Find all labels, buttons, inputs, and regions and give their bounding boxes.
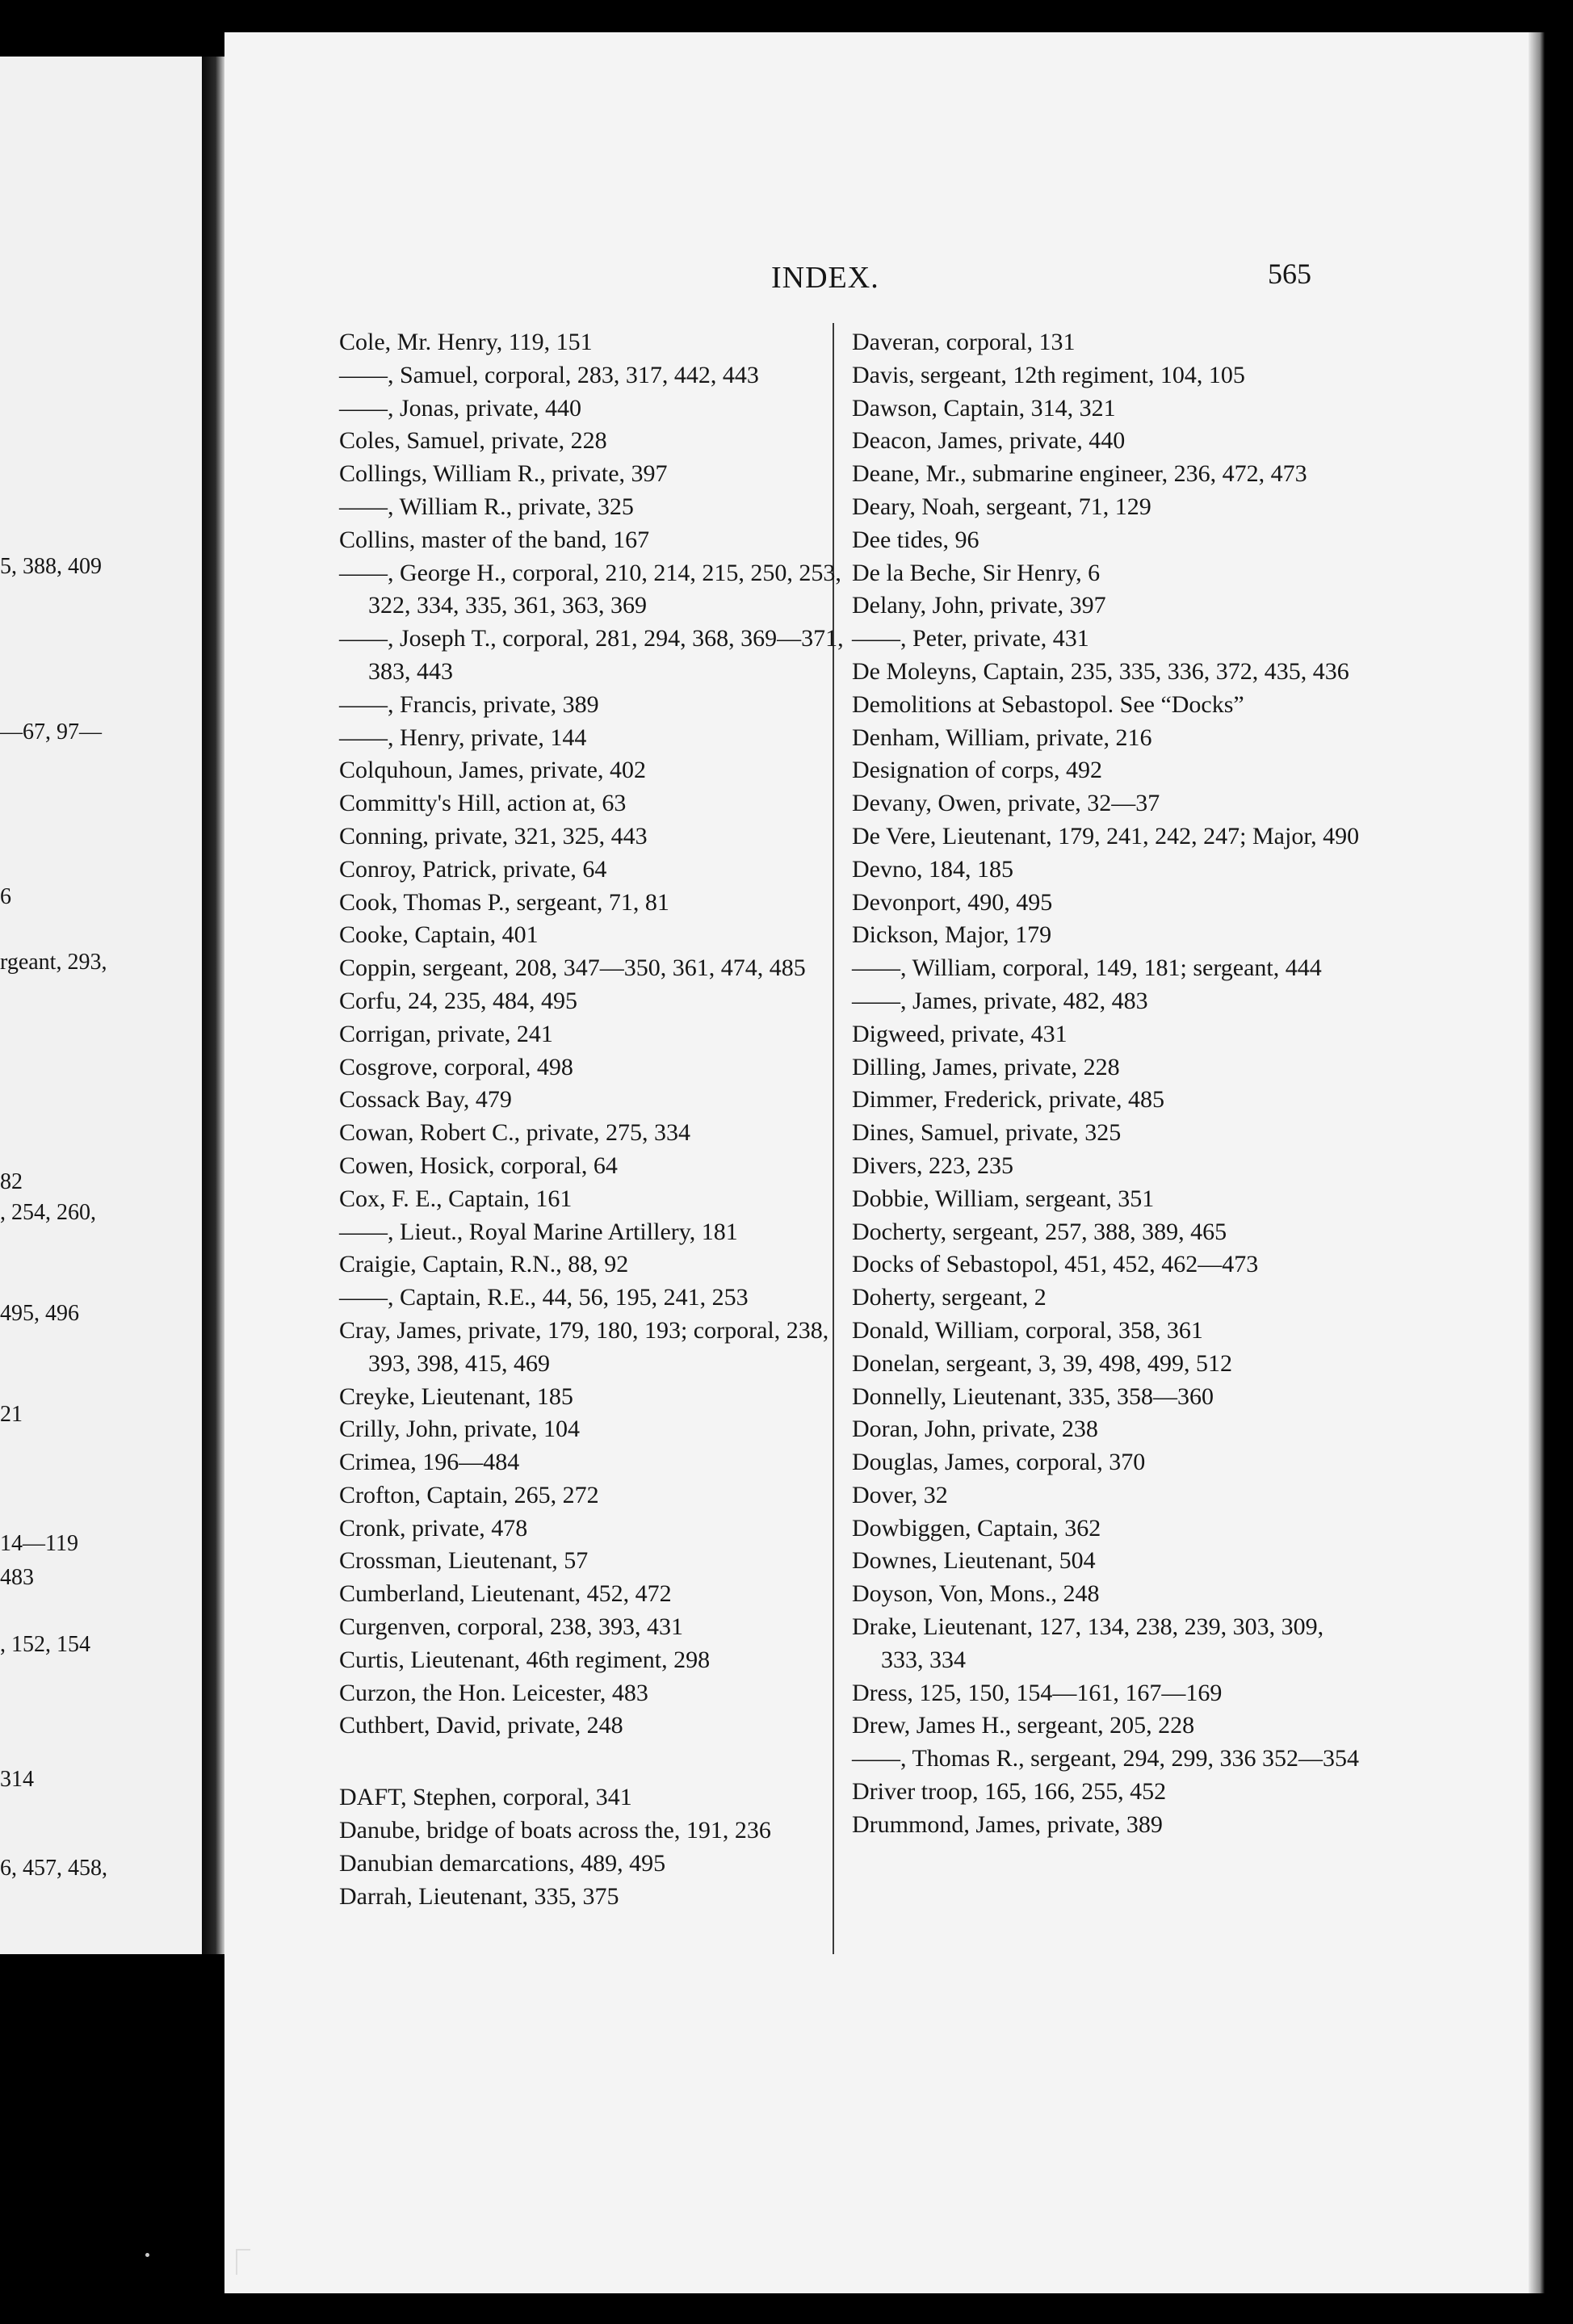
left-page-fragment: rgeant, 293, [0,950,107,975]
index-entry: ——, Joseph T., corporal, 281, 294, 368, 369—371, 383, 443 [339,625,844,685]
index-entry: Devno, 184, 185 [852,855,1013,883]
running-head: INDEX. [771,261,879,295]
index-entry: Crilly, John, private, 104 [339,1416,581,1443]
index-entry: Coppin, sergeant, 208, 347—350, 361, 474, 485 [339,954,806,982]
page-edge-shadow [1529,32,1545,2293]
index-entry: Cole, Mr. Henry, 119, 151 [339,329,593,355]
index-entry: Cuthbert, David, private, 248 [339,1712,623,1739]
index-entry: Dimmer, Frederick, private, 485 [852,1086,1165,1114]
index-entry: Conroy, Patrick, private, 64 [339,855,607,883]
index-entry: Cowan, Robert C., private, 275, 334 [339,1119,690,1147]
left-page-fragment: 6, 457, 458, [0,1856,107,1881]
index-entry: Craigie, Captain, R.N., 88, 92 [339,1251,629,1278]
index-entry: Committy's Hill, action at, 63 [339,790,627,817]
index-entry: De la Beche, Sir Henry, 6 [852,559,1101,586]
index-entry: Cray, James, private, 179, 180, 193; corporal, 238, 393, 398, 415, 469 [339,1316,829,1377]
left-page-fragment: 495, 496 [0,1301,79,1326]
index-entry: Donald, William, corporal, 358, 361 [852,1316,1203,1344]
index-entry: Dee tides, 96 [852,526,979,553]
index-entry: Docks of Sebastopol, 451, 452, 462—473 [852,1251,1259,1278]
index-entry: ——, Samuel, corporal, 283, 317, 442, 443 [339,361,759,388]
index-entry: Doherty, sergeant, 2 [852,1284,1047,1311]
index-entry: Crofton, Captain, 265, 272 [339,1481,599,1508]
index-entry: Delany, John, private, 397 [852,592,1106,619]
index-entry: Devonport, 490, 495 [852,888,1053,916]
index-entry: Divers, 223, 235 [852,1152,1013,1179]
index-entry: ——, Captain, R.E., 44, 56, 195, 241, 253 [339,1284,749,1311]
index-entry: Doyson, Von, Mons., 248 [852,1580,1100,1608]
index-entry: Corrigan, private, 241 [339,1020,553,1047]
index-entry: ——, George H., corporal, 210, 214, 215, 250, 253, 322, 334, 335, 361, 363, 369 [339,559,841,619]
book-gutter [202,57,224,1954]
index-entry: Dilling, James, private, 228 [852,1053,1120,1080]
index-entry: Cooke, Captain, 401 [339,921,539,949]
index-entry: Coles, Samuel, private, 228 [339,427,607,455]
index-entry: Darrah, Lieutenant, 335, 375 [339,1882,619,1910]
left-page-fragment: , 152, 154 [0,1632,90,1657]
index-entry: Drake, Lieutenant, 127, 134, 238, 239, 303, 309, 333, 334 [852,1613,1324,1673]
index-entry: Demolitions at Sebastopol. See “Docks” [852,690,1244,718]
left-page-fragment: 314 [0,1767,34,1792]
index-entry: ——, Henry, private, 144 [339,724,587,751]
index-entry: Designation of corps, 492 [852,757,1102,784]
index-entry: Curtis, Lieutenant, 46th regiment, 298 [339,1646,711,1673]
scan-mark [236,2249,250,2275]
left-page-fragment: 5, 388, 409 [0,554,102,579]
index-entry: Cossack Bay, 479 [339,1086,512,1114]
index-entry: Digweed, private, 431 [852,1020,1068,1047]
index-entry: Downes, Lieutenant, 504 [852,1547,1096,1575]
index-entry: Denham, William, private, 216 [852,724,1152,751]
left-page-fragment: 483 [0,1565,34,1590]
index-entry: De Moleyns, Captain, 235, 335, 336, 372, 435, 436 [852,657,1349,685]
index-column-right [852,326,1360,1842]
index-entry: Deacon, James, private, 440 [852,427,1126,455]
index-entry: Devany, Owen, private, 32—37 [852,790,1160,817]
index-entry: Deary, Noah, sergeant, 71, 129 [852,493,1151,520]
index-entry: Dowbiggen, Captain, 362 [852,1514,1101,1542]
index-entry: Cowen, Hosick, corporal, 64 [339,1152,618,1179]
index-entry: Creyke, Lieutenant, 185 [339,1382,573,1410]
index-entry: Douglas, James, corporal, 370 [852,1449,1146,1476]
page-number: 565 [1268,258,1311,290]
left-page-fragment: , 254, 260, [0,1200,96,1225]
index-entry: Danubian demarcations, 489, 495 [339,1849,666,1877]
index-entry: Cumberland, Lieutenant, 452, 472 [339,1580,672,1608]
index-entry: ——, Lieut., Royal Marine Artillery, 181 [339,1218,738,1245]
left-page-fragment: 14—119 [0,1531,78,1556]
index-entry: ——, Francis, private, 389 [339,690,599,718]
index-entry: Cook, Thomas P., sergeant, 71, 81 [339,888,669,916]
index-entry: ——, Jonas, private, 440 [339,394,581,422]
left-page-fragment: 6 [0,884,11,909]
index-entry: ——, William R., private, 325 [339,493,634,520]
scan-dot [145,2253,149,2257]
index-entry: Cronk, private, 478 [339,1514,528,1542]
index-entry: Crossman, Lieutenant, 57 [339,1547,589,1575]
index-entry: Deane, Mr., submarine engineer, 236, 472, 473 [852,460,1307,488]
left-page-edge [0,57,202,1954]
index-entry: Conning, private, 321, 325, 443 [339,822,648,849]
left-page-fragment: —67, 97— [0,719,102,745]
index-column-left [339,326,844,1913]
index-entry: Colquhoun, James, private, 402 [339,757,646,784]
index-entry: DAFT, Stephen, corporal, 341 [339,1784,632,1811]
left-page-fragment: 82 [0,1169,23,1194]
index-entry: Dickson, Major, 179 [852,921,1052,949]
index-entry: ——, Thomas R., sergeant, 294, 299, 336 352—354 [852,1745,1360,1772]
index-entry: Dover, 32 [852,1481,948,1508]
index-entry: Dobbie, William, sergeant, 351 [852,1185,1155,1212]
index-entry: Collings, William R., private, 397 [339,460,668,488]
index-entry: Doran, John, private, 238 [852,1416,1098,1443]
index-entry: Donnelly, Lieutenant, 335, 358—360 [852,1382,1214,1410]
index-entry: Curgenven, corporal, 238, 393, 431 [339,1613,684,1641]
index-entry: ——, William, corporal, 149, 181; sergeant, 444 [852,954,1322,982]
index-entry: Cox, F. E., Captain, 161 [339,1185,573,1212]
index-entry: Driver troop, 165, 166, 255, 452 [852,1778,1167,1806]
index-entry: Dress, 125, 150, 154—161, 167—169 [852,1679,1223,1706]
left-page-fragment: 21 [0,1402,23,1427]
index-entry: Corfu, 24, 235, 484, 495 [339,987,577,1014]
index-entry: Danube, bridge of boats across the, 191, 236 [339,1817,771,1844]
index-entry: Drummond, James, private, 389 [852,1810,1163,1838]
index-entry: Curzon, the Hon. Leicester, 483 [339,1679,648,1706]
index-entry: Dines, Samuel, private, 325 [852,1119,1122,1147]
index-entry: Docherty, sergeant, 257, 388, 389, 465 [852,1218,1227,1245]
index-entry: Collins, master of the band, 167 [339,526,650,553]
index-entry: Dawson, Captain, 314, 321 [852,394,1116,422]
index-entry: Crimea, 196—484 [339,1449,520,1476]
index-entry: ——, Peter, private, 431 [852,625,1089,652]
index-entry: Davis, sergeant, 12th regiment, 104, 105 [852,361,1245,388]
index-entry: ——, James, private, 482, 483 [852,987,1148,1014]
index-entry: Daveran, corporal, 131 [852,329,1076,355]
index-entry: Cosgrove, corporal, 498 [339,1053,573,1080]
index-entry: Drew, James H., sergeant, 205, 228 [852,1712,1195,1739]
index-entry: De Vere, Lieutenant, 179, 241, 242, 247; Major, 490 [852,822,1360,849]
index-entry: Donelan, sergeant, 3, 39, 498, 499, 512 [852,1349,1233,1377]
